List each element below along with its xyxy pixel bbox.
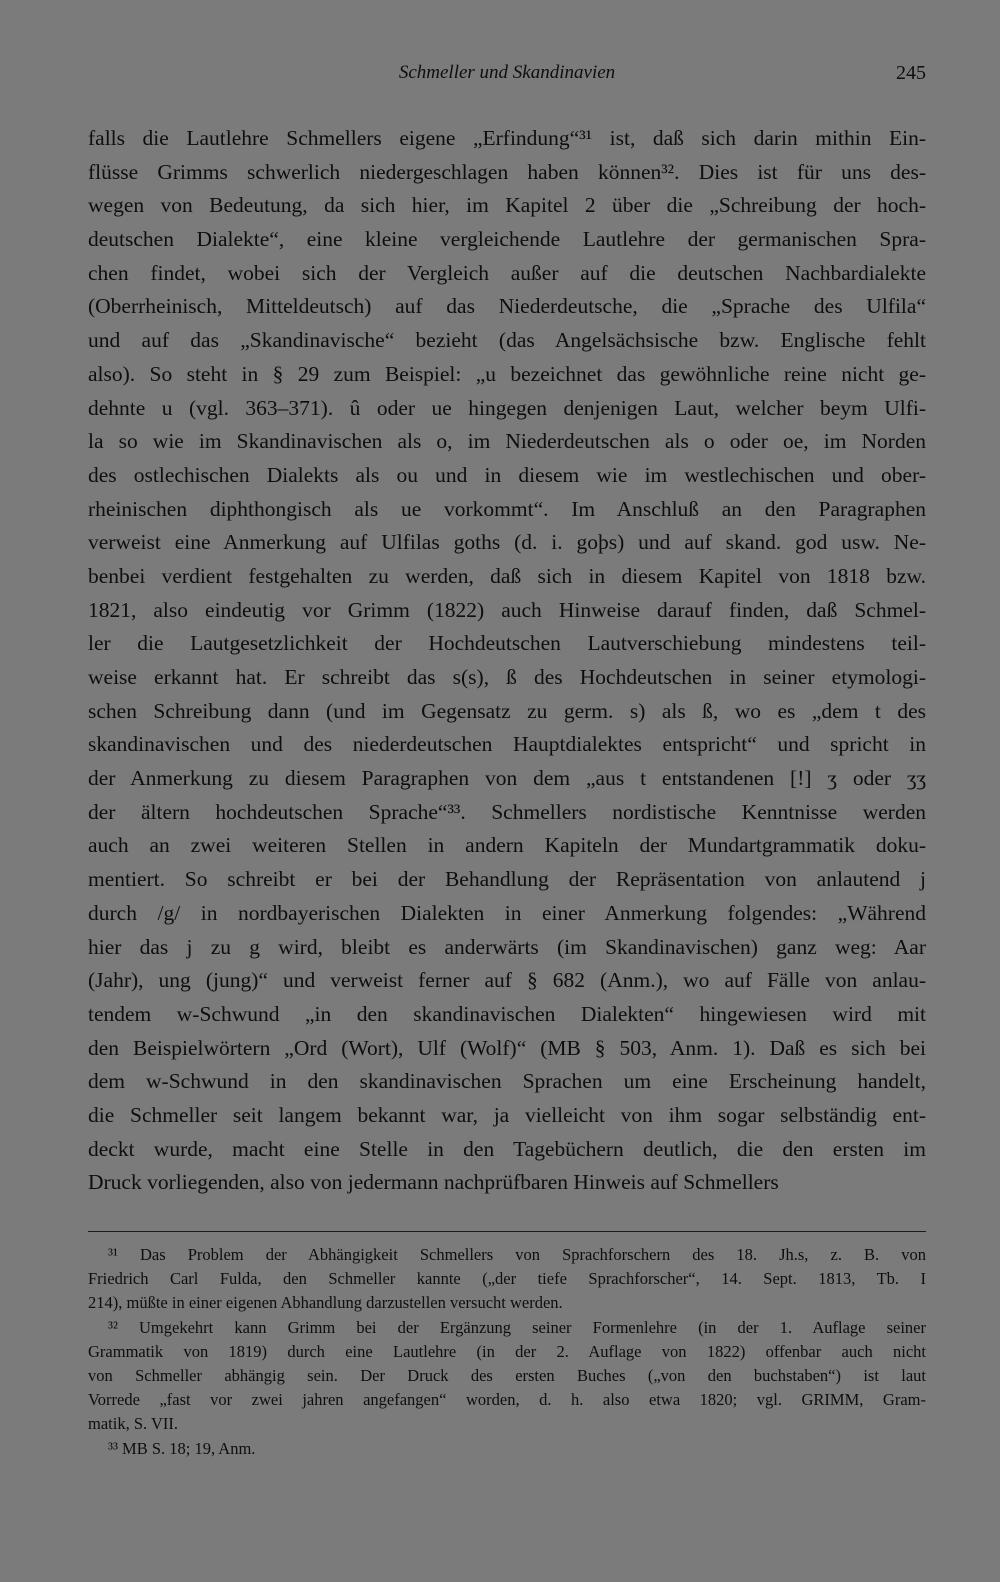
footnote-line: Vorrede „fast vor zwei jahren angefangen“ worden, d. h. also etwa 1820; vgl. GRIMM, Gram-	[88, 1390, 926, 1410]
body-line: dem w-Schwund in den skandinavischen Sprachen um eine Erscheinung handelt,	[88, 1069, 926, 1094]
footnote-line: ³² Umgekehrt kann Grimm bei der Ergänzung seiner Formenlehre (in der 1. Auflage seiner	[108, 1317, 926, 1337]
body-line: benbei verdient festgehalten zu werden, daß sich in diesem Kapitel von 1818 bzw.	[88, 563, 926, 588]
body-line: chen findet, wobei sich der Vergleich außer auf die deutschen Nachbardialekte	[88, 260, 926, 285]
page-number: 245	[896, 62, 926, 84]
body-line: wegen von Bedeutung, da sich hier, im Kapitel 2 über die „Schreibung der hoch-	[88, 193, 926, 218]
body-line: und auf das „Skandinavische“ bezieht (das Angelsächsische bzw. Englische fehlt	[88, 328, 926, 353]
body-line: der ältern hochdeutschen Sprache“³³. Schmellers nordistische Kenntnisse werden	[88, 799, 926, 824]
body-line: deutschen Dialekte“, eine kleine vergleichende Lautlehre der germanischen Spra-	[88, 227, 926, 252]
body-line: tendem w-Schwund „in den skandinavischen Dialekten“ hingewiesen wird mit	[88, 1001, 926, 1026]
body-line: flüsse Grimms schwerlich niedergeschlagen haben können³². Dies ist für uns des-	[88, 159, 926, 184]
body-line: falls die Lautlehre Schmellers eigene „Erfindung“³¹ ist, daß sich darin mithin Ein-	[88, 126, 926, 150]
main-text	[88, 122, 926, 1200]
body-line: deckt wurde, macht eine Stelle in den Tagebüchern deutlich, die den ersten im	[88, 1136, 926, 1161]
body-line: mentiert. So schreibt er bei der Behandlung der Repräsentation von anlautend j	[88, 867, 926, 892]
footnote-line: Grammatik von 1819) durch eine Lautlehre (in der 2. Auflage von 1822) offenbar auch nicht	[88, 1341, 926, 1361]
footnote-line: matik, S. VII.	[88, 1414, 178, 1434]
body-line: auch an zwei weiteren Stellen in andern Kapiteln der Mundartgrammatik doku-	[88, 833, 926, 858]
body-line: ler die Lautgesetzlichkeit der Hochdeutschen Lautverschiebung mindestens teil-	[88, 631, 926, 656]
body-line: rheinischen diphthongisch als ue vorkommt“. Im Anschluß an den Paragraphen	[88, 496, 926, 521]
footnote-line: ³³ MB S. 18; 19, Anm.	[108, 1438, 256, 1458]
body-line: (Oberrheinisch, Mitteldeutsch) auf das Niederdeutsche, die „Sprache des Ulfila“	[88, 294, 926, 319]
page-header	[88, 58, 926, 88]
body-line: also). So steht in § 29 zum Beispiel: „u bezeichnet das gewöhnliche reine nicht ge-	[88, 361, 926, 386]
body-line: skandinavischen und des niederdeutschen Hauptdialektes entspricht“ und spricht in	[88, 732, 926, 757]
body-line: der Anmerkung zu diesem Paragraphen von dem „aus t entstandenen [!] ʒ oder ʒʒ	[88, 766, 926, 791]
body-line: (Jahr), ung (jung)“ und verweist ferner auf § 682 (Anm.), wo auf Fälle von anlau-	[88, 968, 926, 993]
body-line: durch /g/ in nordbayerischen Dialekten in einer Anmerkung folgendes: „Während	[88, 900, 926, 925]
body-line: den Beispielwörtern „Ord (Wort), Ulf (Wolf)“ (MB § 503, Anm. 1). Daß es sich bei	[88, 1035, 926, 1060]
body-line: des ostlechischen Dialekts als ou und in diesem wie im westlechischen und ober-	[88, 462, 926, 487]
body-line: dehnte u (vgl. 363–371). û oder ue hingegen denjenigen Laut, welcher beym Ulfi-	[88, 395, 926, 420]
body-line: la so wie im Skandinavischen als o, im Niederdeutschen als o oder oe, im Norden	[88, 429, 926, 454]
footnote-divider	[88, 1231, 926, 1232]
footnote-line: von Schmeller abhängig sein. Der Druck des ersten Buches („von den buchstaben“) ist laut	[88, 1365, 926, 1385]
body-line: Druck vorliegenden, also von jedermann nachprüfbaren Hinweis auf Schmellers	[88, 1170, 779, 1195]
footnote-line: 214), müßte in einer eigenen Abhandlung darzustellen versucht werden.	[88, 1293, 563, 1313]
footnotes	[88, 1243, 926, 1461]
body-line: weise erkannt hat. Er schreibt das s(s), ß des Hochdeutschen in seiner etymologi-	[88, 665, 926, 689]
body-line: 1821, also eindeutig vor Grimm (1822) auch Hinweise darauf finden, daß Schmel-	[88, 597, 926, 622]
footnote-line: Friedrich Carl Fulda, den Schmeller kannte („der tiefe Sprachforscher“, 14. Sept. 1813, Tb. I	[88, 1269, 926, 1289]
body-line: verweist eine Anmerkung auf Ulfilas goths (d. i. goþs) und auf skand. god usw. Ne-	[88, 530, 926, 555]
body-line: schen Schreibung dann (und im Gegensatz zu germ. s) als ß, wo es „dem t des	[88, 698, 926, 723]
body-line: hier das j zu g wird, bleibt es anderwärts (im Skandinavischen) ganz weg: Aar	[88, 934, 926, 959]
running-title: Schmeller und Skandinavien	[398, 62, 616, 83]
body-line: die Schmeller seit langem bekannt war, ja vielleicht von ihm sogar selbständig ent-	[88, 1102, 926, 1127]
footnote-line: ³¹ Das Problem der Abhängigkeit Schmellers von Sprachforschern des 18. Jh.s, z. B. von	[108, 1245, 926, 1264]
